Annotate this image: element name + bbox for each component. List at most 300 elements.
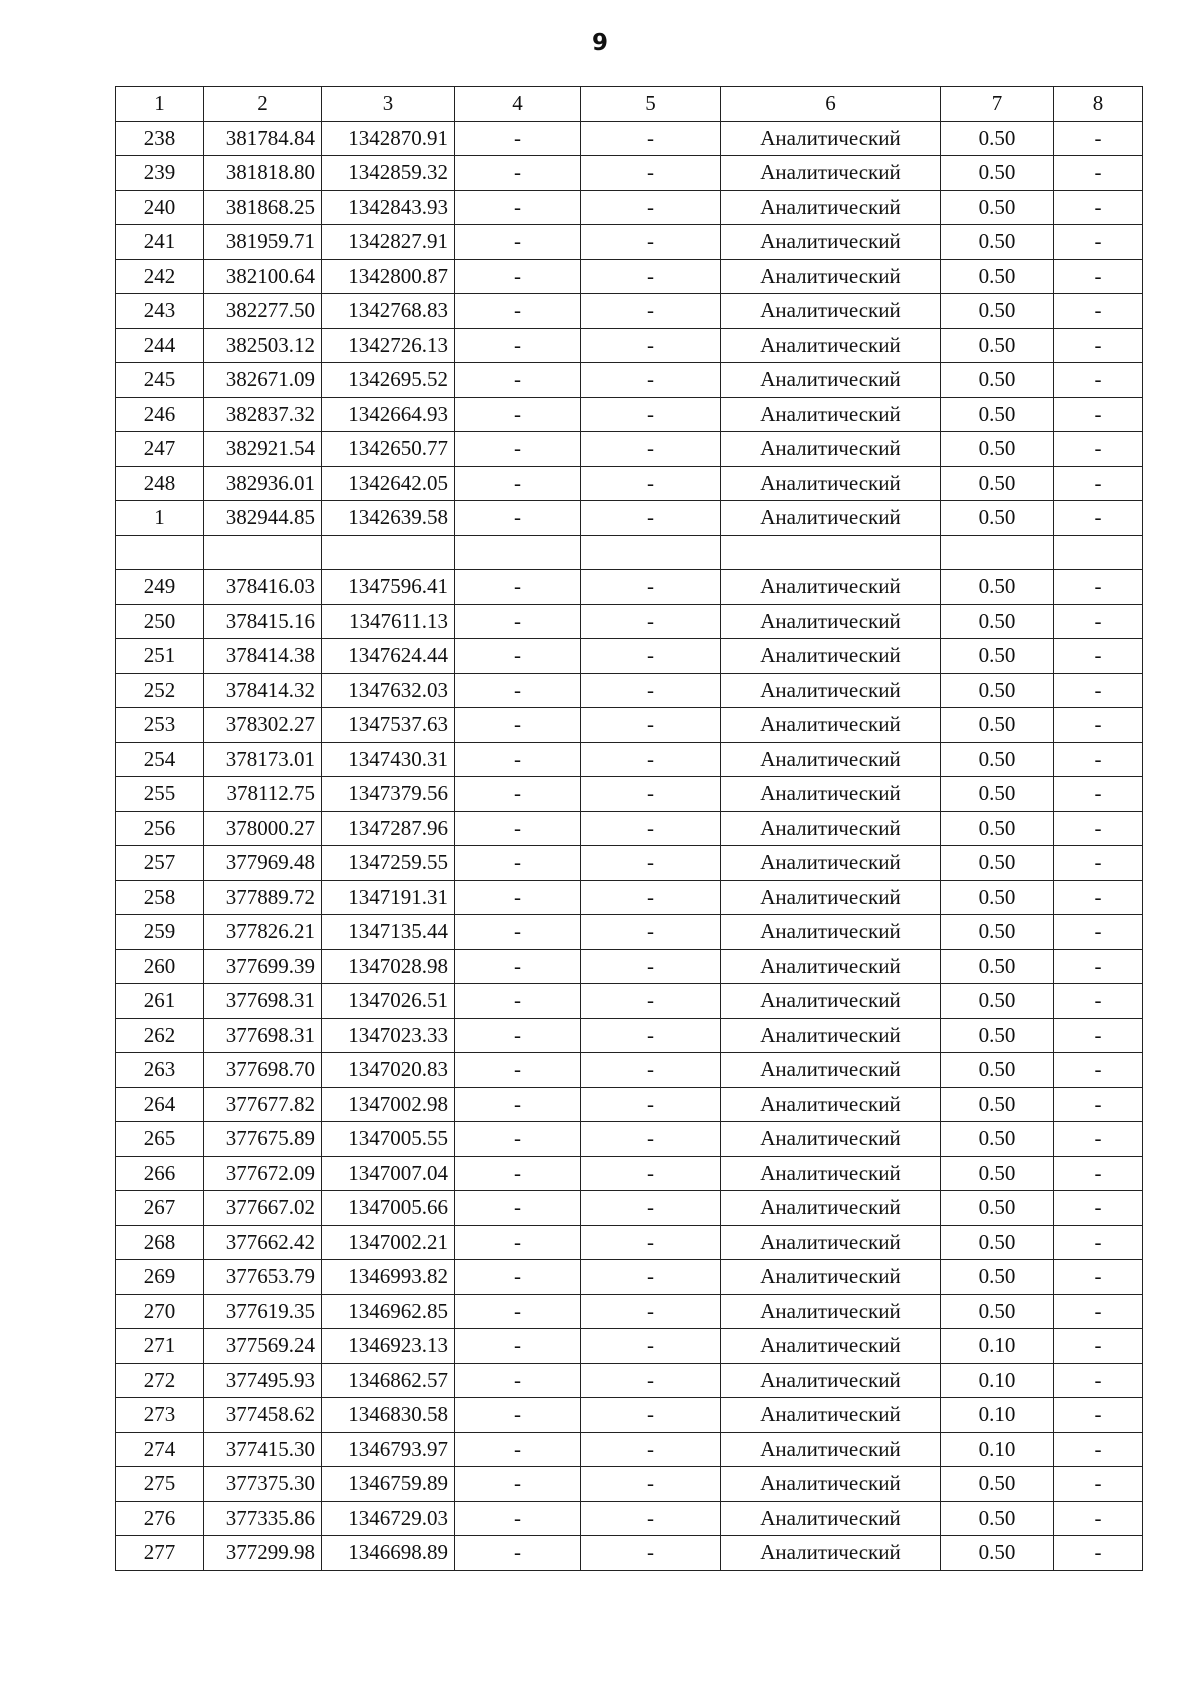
accuracy-cell: 0.50: [941, 880, 1054, 915]
point-number-cell: 268: [116, 1225, 204, 1260]
col-8-cell: -: [1054, 1536, 1143, 1571]
col-8-cell: -: [1054, 259, 1143, 294]
method-cell: Аналитический: [721, 1501, 941, 1536]
method-cell: Аналитический: [721, 156, 941, 191]
accuracy-cell: 0.10: [941, 1363, 1054, 1398]
point-number-cell: 238: [116, 121, 204, 156]
col-8-cell: -: [1054, 708, 1143, 743]
col-8-cell: -: [1054, 915, 1143, 950]
point-number-cell: 242: [116, 259, 204, 294]
col-8-cell: -: [1054, 225, 1143, 260]
col-4-cell: -: [455, 328, 581, 363]
point-number-cell: 273: [116, 1398, 204, 1433]
coord-y-cell: 1346862.57: [322, 1363, 455, 1398]
table-row: [116, 1225, 1143, 1260]
coord-y-cell: 1342843.93: [322, 190, 455, 225]
point-number-cell: 243: [116, 294, 204, 329]
point-number-cell: 262: [116, 1018, 204, 1053]
method-cell: Аналитический: [721, 397, 941, 432]
accuracy-cell: 0.50: [941, 1018, 1054, 1053]
coord-x-cell: 381784.84: [204, 121, 322, 156]
method-cell: Аналитический: [721, 328, 941, 363]
coord-x-cell: 377495.93: [204, 1363, 322, 1398]
point-number-cell: 255: [116, 777, 204, 812]
column-header-2: 2: [204, 87, 322, 122]
method-cell: Аналитический: [721, 121, 941, 156]
table-row: [116, 880, 1143, 915]
coord-y-cell: 1342695.52: [322, 363, 455, 398]
coord-x-cell: 382277.50: [204, 294, 322, 329]
col-8-cell: -: [1054, 1156, 1143, 1191]
method-cell: Аналитический: [721, 1191, 941, 1226]
coord-y-cell: 1347005.66: [322, 1191, 455, 1226]
accuracy-cell: 0.50: [941, 604, 1054, 639]
table-row: [116, 1294, 1143, 1329]
col-5-cell: -: [581, 1156, 721, 1191]
table-row: [116, 156, 1143, 191]
col-8-cell: -: [1054, 190, 1143, 225]
coord-x-cell: 382100.64: [204, 259, 322, 294]
coord-x-cell: 378416.03: [204, 570, 322, 605]
accuracy-cell: 0.50: [941, 259, 1054, 294]
coord-x-cell: 377698.70: [204, 1053, 322, 1088]
col-8-cell: -: [1054, 466, 1143, 501]
col-8-cell: -: [1054, 639, 1143, 674]
method-cell: Аналитический: [721, 501, 941, 536]
coord-y-cell: 1347028.98: [322, 949, 455, 984]
coord-y-cell: 1346759.89: [322, 1467, 455, 1502]
table-row: [116, 1398, 1143, 1433]
coord-y-cell: 1347624.44: [322, 639, 455, 674]
accuracy-cell: 0.50: [941, 673, 1054, 708]
method-cell: Аналитический: [721, 1329, 941, 1364]
col-5-cell: -: [581, 1363, 721, 1398]
col-4-cell: -: [455, 984, 581, 1019]
col-4-cell: -: [455, 1087, 581, 1122]
point-number-cell: 246: [116, 397, 204, 432]
point-number-cell: [116, 535, 204, 570]
col-8-cell: -: [1054, 1087, 1143, 1122]
col-5-cell: -: [581, 156, 721, 191]
table-row: [116, 259, 1143, 294]
method-cell: [721, 535, 941, 570]
table-row: [116, 1432, 1143, 1467]
col-4-cell: -: [455, 604, 581, 639]
point-number-cell: 259: [116, 915, 204, 950]
point-number-cell: 249: [116, 570, 204, 605]
method-cell: Аналитический: [721, 1363, 941, 1398]
coord-y-cell: 1346793.97: [322, 1432, 455, 1467]
page-number: 9: [591, 30, 608, 56]
col-8-cell: -: [1054, 1191, 1143, 1226]
coord-x-cell: 378112.75: [204, 777, 322, 812]
coord-x-cell: 377299.98: [204, 1536, 322, 1571]
accuracy-cell: 0.50: [941, 1501, 1054, 1536]
col-5-cell: -: [581, 708, 721, 743]
coord-y-cell: 1347002.98: [322, 1087, 455, 1122]
table-row: [116, 846, 1143, 881]
col-4-cell: -: [455, 880, 581, 915]
coord-x-cell: 377569.24: [204, 1329, 322, 1364]
point-number-cell: 276: [116, 1501, 204, 1536]
col-4-cell: -: [455, 1156, 581, 1191]
col-5-cell: -: [581, 397, 721, 432]
accuracy-cell: 0.50: [941, 570, 1054, 605]
col-8-cell: -: [1054, 1398, 1143, 1433]
coord-x-cell: 378302.27: [204, 708, 322, 743]
point-number-cell: 256: [116, 811, 204, 846]
table-row: [116, 1191, 1143, 1226]
col-5-cell: -: [581, 811, 721, 846]
col-5-cell: -: [581, 1260, 721, 1295]
method-cell: Аналитический: [721, 846, 941, 881]
col-4-cell: -: [455, 1122, 581, 1157]
method-cell: Аналитический: [721, 1053, 941, 1088]
table-row: [116, 811, 1143, 846]
col-8-cell: -: [1054, 121, 1143, 156]
coord-x-cell: 377415.30: [204, 1432, 322, 1467]
table-row: [116, 1053, 1143, 1088]
accuracy-cell: [941, 535, 1054, 570]
accuracy-cell: 0.50: [941, 708, 1054, 743]
method-cell: Аналитический: [721, 949, 941, 984]
col-8-cell: -: [1054, 1329, 1143, 1364]
col-4-cell: -: [455, 1018, 581, 1053]
col-4-cell: -: [455, 190, 581, 225]
col-4-cell: -: [455, 225, 581, 260]
table-row: [116, 1501, 1143, 1536]
method-cell: Аналитический: [721, 742, 941, 777]
coord-x-cell: 378414.38: [204, 639, 322, 674]
coord-x-cell: 377969.48: [204, 846, 322, 881]
col-4-cell: -: [455, 742, 581, 777]
point-number-cell: 251: [116, 639, 204, 674]
col-5-cell: -: [581, 1225, 721, 1260]
col-5-cell: -: [581, 466, 721, 501]
col-5-cell: -: [581, 1432, 721, 1467]
col-5-cell: -: [581, 742, 721, 777]
accuracy-cell: 0.10: [941, 1329, 1054, 1364]
coord-x-cell: 377675.89: [204, 1122, 322, 1157]
col-5-cell: -: [581, 294, 721, 329]
point-number-cell: 266: [116, 1156, 204, 1191]
coord-y-cell: 1346993.82: [322, 1260, 455, 1295]
col-4-cell: -: [455, 259, 581, 294]
table-row: [116, 777, 1143, 812]
coord-y-cell: 1346830.58: [322, 1398, 455, 1433]
col-8-cell: -: [1054, 1467, 1143, 1502]
point-number-cell: 239: [116, 156, 204, 191]
coord-y-cell: 1347007.04: [322, 1156, 455, 1191]
col-4-cell: -: [455, 1053, 581, 1088]
col-4-cell: [455, 535, 581, 570]
col-8-cell: -: [1054, 363, 1143, 398]
col-4-cell: -: [455, 1501, 581, 1536]
col-8-cell: -: [1054, 570, 1143, 605]
method-cell: Аналитический: [721, 1536, 941, 1571]
accuracy-cell: 0.50: [941, 225, 1054, 260]
col-4-cell: -: [455, 1363, 581, 1398]
col-4-cell: -: [455, 156, 581, 191]
coord-x-cell: 381818.80: [204, 156, 322, 191]
accuracy-cell: 0.10: [941, 1432, 1054, 1467]
coord-y-cell: 1342827.91: [322, 225, 455, 260]
point-number-cell: 257: [116, 846, 204, 881]
coord-y-cell: 1342650.77: [322, 432, 455, 467]
table-row: [116, 1087, 1143, 1122]
point-number-cell: 263: [116, 1053, 204, 1088]
point-number-cell: 267: [116, 1191, 204, 1226]
accuracy-cell: 0.50: [941, 639, 1054, 674]
col-4-cell: -: [455, 915, 581, 950]
col-5-cell: -: [581, 1122, 721, 1157]
coord-x-cell: 382921.54: [204, 432, 322, 467]
accuracy-cell: 0.50: [941, 294, 1054, 329]
col-4-cell: -: [455, 811, 581, 846]
col-8-cell: [1054, 535, 1143, 570]
table-row: [116, 708, 1143, 743]
coord-x-cell: 382936.01: [204, 466, 322, 501]
coord-x-cell: 381868.25: [204, 190, 322, 225]
col-8-cell: -: [1054, 501, 1143, 536]
coord-y-cell: 1347596.41: [322, 570, 455, 605]
coord-x-cell: 377335.86: [204, 1501, 322, 1536]
coord-x-cell: 377653.79: [204, 1260, 322, 1295]
method-cell: Аналитический: [721, 1087, 941, 1122]
col-5-cell: -: [581, 1191, 721, 1226]
coord-y-cell: 1347135.44: [322, 915, 455, 950]
point-number-cell: 275: [116, 1467, 204, 1502]
col-8-cell: -: [1054, 1363, 1143, 1398]
col-5-cell: -: [581, 1536, 721, 1571]
point-number-cell: 269: [116, 1260, 204, 1295]
col-8-cell: -: [1054, 1122, 1143, 1157]
method-cell: Аналитический: [721, 570, 941, 605]
coord-y-cell: 1347020.83: [322, 1053, 455, 1088]
col-4-cell: -: [455, 1260, 581, 1295]
column-header-6: 6: [721, 87, 941, 122]
point-number-cell: 240: [116, 190, 204, 225]
accuracy-cell: 0.50: [941, 328, 1054, 363]
method-cell: Аналитический: [721, 294, 941, 329]
coord-x-cell: 377677.82: [204, 1087, 322, 1122]
col-5-cell: -: [581, 363, 721, 398]
coord-x-cell: 382837.32: [204, 397, 322, 432]
table-row: [116, 742, 1143, 777]
method-cell: Аналитический: [721, 190, 941, 225]
method-cell: Аналитический: [721, 1122, 941, 1157]
col-4-cell: -: [455, 501, 581, 536]
col-8-cell: -: [1054, 673, 1143, 708]
method-cell: Аналитический: [721, 673, 941, 708]
accuracy-cell: 0.50: [941, 397, 1054, 432]
table-row: [116, 190, 1143, 225]
col-5-cell: -: [581, 1329, 721, 1364]
col-4-cell: -: [455, 363, 581, 398]
col-4-cell: -: [455, 1225, 581, 1260]
col-8-cell: -: [1054, 1501, 1143, 1536]
point-number-cell: 264: [116, 1087, 204, 1122]
accuracy-cell: 0.50: [941, 1191, 1054, 1226]
coord-y-cell: 1342800.87: [322, 259, 455, 294]
method-cell: Аналитический: [721, 915, 941, 950]
coord-y-cell: 1347005.55: [322, 1122, 455, 1157]
accuracy-cell: 0.50: [941, 363, 1054, 398]
col-4-cell: -: [455, 949, 581, 984]
accuracy-cell: 0.50: [941, 1260, 1054, 1295]
col-8-cell: -: [1054, 1018, 1143, 1053]
coordinates-table: [115, 86, 1143, 1571]
col-8-cell: -: [1054, 604, 1143, 639]
col-8-cell: -: [1054, 846, 1143, 881]
coord-x-cell: 377889.72: [204, 880, 322, 915]
accuracy-cell: 0.50: [941, 984, 1054, 1019]
method-cell: Аналитический: [721, 1294, 941, 1329]
col-4-cell: -: [455, 708, 581, 743]
point-number-cell: 253: [116, 708, 204, 743]
col-8-cell: -: [1054, 294, 1143, 329]
col-5-cell: -: [581, 1467, 721, 1502]
col-8-cell: -: [1054, 1225, 1143, 1260]
method-cell: Аналитический: [721, 811, 941, 846]
coord-y-cell: 1347537.63: [322, 708, 455, 743]
col-5-cell: -: [581, 1087, 721, 1122]
point-number-cell: 261: [116, 984, 204, 1019]
table-row: [116, 673, 1143, 708]
coord-x-cell: 377698.31: [204, 984, 322, 1019]
col-4-cell: -: [455, 1398, 581, 1433]
accuracy-cell: 0.50: [941, 811, 1054, 846]
accuracy-cell: 0.50: [941, 777, 1054, 812]
col-4-cell: -: [455, 1191, 581, 1226]
coord-y-cell: 1346923.13: [322, 1329, 455, 1364]
col-4-cell: -: [455, 294, 581, 329]
col-5-cell: -: [581, 1294, 721, 1329]
col-8-cell: -: [1054, 1432, 1143, 1467]
coord-y-cell: 1342859.32: [322, 156, 455, 191]
point-number-cell: 247: [116, 432, 204, 467]
point-number-cell: 244: [116, 328, 204, 363]
coord-x-cell: 381959.71: [204, 225, 322, 260]
accuracy-cell: 0.50: [941, 501, 1054, 536]
coord-y-cell: 1342726.13: [322, 328, 455, 363]
col-4-cell: -: [455, 1467, 581, 1502]
col-4-cell: -: [455, 1432, 581, 1467]
col-8-cell: -: [1054, 742, 1143, 777]
point-number-cell: 272: [116, 1363, 204, 1398]
table-row: [116, 121, 1143, 156]
col-4-cell: -: [455, 466, 581, 501]
coord-x-cell: 378000.27: [204, 811, 322, 846]
col-4-cell: -: [455, 397, 581, 432]
coord-x-cell: 377375.30: [204, 1467, 322, 1502]
col-5-cell: -: [581, 432, 721, 467]
coord-x-cell: 382944.85: [204, 501, 322, 536]
table-row: [116, 1122, 1143, 1157]
table-row: [116, 466, 1143, 501]
col-5-cell: -: [581, 190, 721, 225]
table-row: [116, 363, 1143, 398]
coord-y-cell: 1347259.55: [322, 846, 455, 881]
table-row: [116, 1329, 1143, 1364]
table-row: [116, 949, 1143, 984]
accuracy-cell: 0.50: [941, 432, 1054, 467]
accuracy-cell: 0.50: [941, 742, 1054, 777]
coord-y-cell: 1346729.03: [322, 1501, 455, 1536]
point-number-cell: 277: [116, 1536, 204, 1571]
method-cell: Аналитический: [721, 604, 941, 639]
point-number-cell: 248: [116, 466, 204, 501]
col-5-cell: -: [581, 880, 721, 915]
table-row: [116, 984, 1143, 1019]
table-row-empty: [116, 535, 1143, 570]
method-cell: Аналитический: [721, 432, 941, 467]
col-5-cell: -: [581, 777, 721, 812]
accuracy-cell: 0.50: [941, 1225, 1054, 1260]
coord-y-cell: 1347430.31: [322, 742, 455, 777]
coord-x-cell: 378414.32: [204, 673, 322, 708]
coord-x-cell: 377826.21: [204, 915, 322, 950]
coord-y-cell: 1342870.91: [322, 121, 455, 156]
point-number-cell: 254: [116, 742, 204, 777]
column-header-7: 7: [941, 87, 1054, 122]
accuracy-cell: 0.50: [941, 1467, 1054, 1502]
table-row: [116, 604, 1143, 639]
col-8-cell: -: [1054, 777, 1143, 812]
method-cell: Аналитический: [721, 708, 941, 743]
coord-y-cell: 1342768.83: [322, 294, 455, 329]
coord-x-cell: [204, 535, 322, 570]
coord-x-cell: 382671.09: [204, 363, 322, 398]
col-5-cell: -: [581, 1018, 721, 1053]
coord-y-cell: 1347287.96: [322, 811, 455, 846]
col-5-cell: -: [581, 328, 721, 363]
accuracy-cell: 0.50: [941, 1087, 1054, 1122]
method-cell: Аналитический: [721, 466, 941, 501]
point-number-cell: 265: [116, 1122, 204, 1157]
col-5-cell: -: [581, 121, 721, 156]
method-cell: Аналитический: [721, 1432, 941, 1467]
col-8-cell: -: [1054, 949, 1143, 984]
col-4-cell: -: [455, 1329, 581, 1364]
coord-x-cell: 377458.62: [204, 1398, 322, 1433]
coord-x-cell: 377619.35: [204, 1294, 322, 1329]
table-row: [116, 1156, 1143, 1191]
col-4-cell: -: [455, 777, 581, 812]
col-5-cell: -: [581, 259, 721, 294]
coord-x-cell: 377667.02: [204, 1191, 322, 1226]
coord-x-cell: 378173.01: [204, 742, 322, 777]
coord-y-cell: 1347632.03: [322, 673, 455, 708]
point-number-cell: 1: [116, 501, 204, 536]
coord-y-cell: 1342664.93: [322, 397, 455, 432]
col-8-cell: -: [1054, 984, 1143, 1019]
table-row: [116, 1467, 1143, 1502]
table-row: [116, 501, 1143, 536]
col-8-cell: -: [1054, 397, 1143, 432]
col-5-cell: -: [581, 604, 721, 639]
col-4-cell: -: [455, 432, 581, 467]
method-cell: Аналитический: [721, 1225, 941, 1260]
col-5-cell: -: [581, 673, 721, 708]
point-number-cell: 252: [116, 673, 204, 708]
col-5-cell: [581, 535, 721, 570]
method-cell: Аналитический: [721, 225, 941, 260]
column-header-4: 4: [455, 87, 581, 122]
coord-x-cell: 377699.39: [204, 949, 322, 984]
col-5-cell: -: [581, 1398, 721, 1433]
table-row: [116, 397, 1143, 432]
